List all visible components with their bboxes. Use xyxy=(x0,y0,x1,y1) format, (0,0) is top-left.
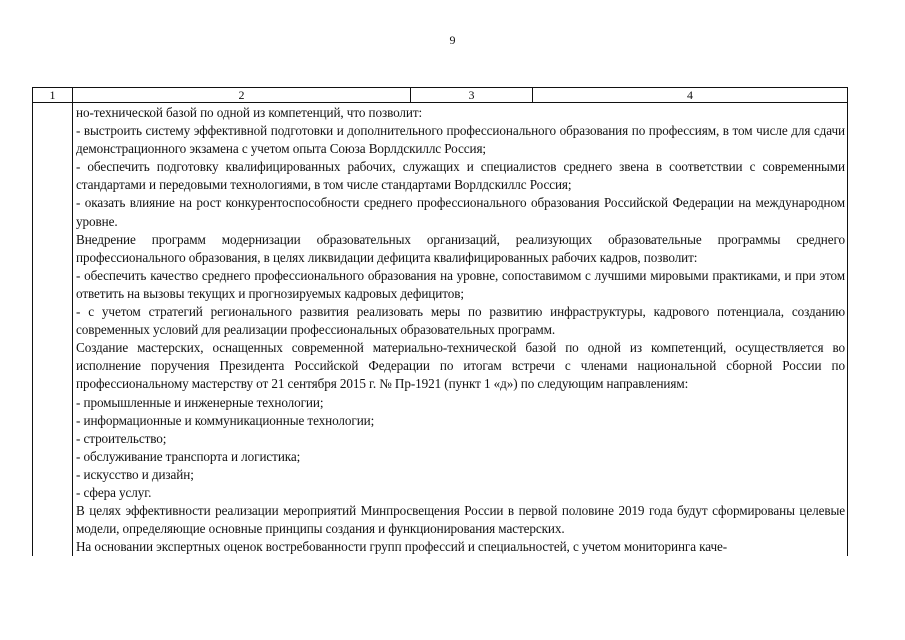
column-header-1: 1 xyxy=(33,88,73,103)
column-header-3: 3 xyxy=(411,88,533,103)
paragraph-10: - информационные и коммуникационные технологии; xyxy=(76,412,375,428)
paragraph-1: но-технической базой по одной из компетенций, что позволит: xyxy=(76,105,423,120)
paragraph-4: - оказать влияние на рост конкурентоспособности среднего профессионального образования Российской Федерации на международном уровне. xyxy=(76,195,845,229)
content-cell xyxy=(73,103,848,557)
table-header-row xyxy=(33,88,848,103)
paragraph-16: На основании экспертных оценок востребованности групп профессий и специальностей, с учетом мониторинга каче- xyxy=(76,539,728,555)
column-header-2: 2 xyxy=(73,88,411,103)
table-body-row xyxy=(33,103,848,557)
paragraph-15: В целях эффективности реализации мероприятий Минпросвещения России в первой половине 2019 года будут сформированы целевые модели, определяющие основные принципы создания и функционирования мастерских. xyxy=(76,503,845,537)
paragraph-3: - обеспечить подготовку квалифицированных рабочих, служащих и специалистов среднего звена в соответствии с современными стандартами и передовыми технологиями, в том числе стандартами Ворлдскиллс Россия; xyxy=(76,159,845,193)
column-header-4: 4 xyxy=(533,88,848,103)
paragraph-8: Создание мастерских, оснащенных современной материально-технической базой по одной из компетенций, осуществляется во исполнение поручения Президента Российской Федерации по итогам встречи с членами национальной сборной России по профессиональному мастерству от 21 сентября 2015 г. № Пр-1921 (пункт 1 «д») по следующим направлениям: xyxy=(76,340,845,392)
paragraph-2: - выстроить систему эффективной подготовки и дополнительного профессионального образования по профессиям, в том числе для сдачи демонстрационного экзамена с учетом опыта Союза Ворлдскиллс Россия; xyxy=(76,123,845,157)
paragraph-6: - обеспечить качество среднего профессионального образования на уровне, сопоставимом с лучшими мировыми практиками, и при этом ответить на вызовы текущих и прогнозируемых кадровых дефицитов; xyxy=(76,267,845,301)
paragraph-11: - строительство; xyxy=(76,430,167,446)
paragraph-5: Внедрение программ модернизации образовательных организаций, реализующих образовательные программы среднего профессионального образования, в целях ликвидации дефицита квалифицированных рабочих кадров, позволит: xyxy=(76,231,845,265)
paragraph-14: - сфера услуг. xyxy=(76,484,152,500)
document-table xyxy=(32,87,848,556)
paragraph-7: - с учетом стратегий регионального развития реализовать меры по развитию инфраструктуры, кадрового потенциала, созданию современных условий для реализации профессиональных образовательных программ. xyxy=(76,304,845,338)
paragraph-9: - промышленные и инженерные технологии; xyxy=(76,394,324,410)
paragraph-13: - искусство и дизайн; xyxy=(76,466,194,482)
paragraph-12: - обслуживание транспорта и логистика; xyxy=(76,448,301,464)
page-number: 9 xyxy=(449,33,456,47)
column-1-cell xyxy=(33,103,73,557)
